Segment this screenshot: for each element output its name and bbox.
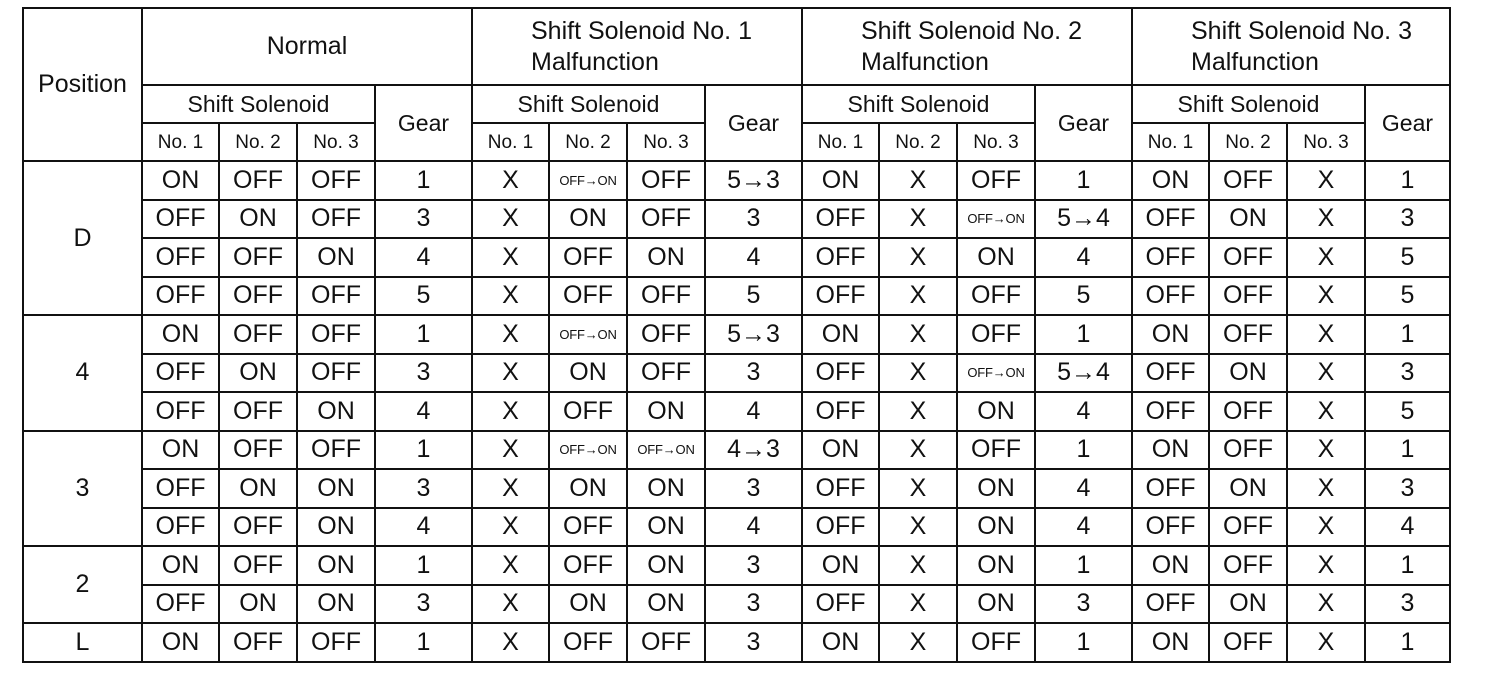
table-cell: OFF	[219, 277, 297, 316]
table-cell: ON	[297, 546, 375, 585]
table-cell: X	[1287, 431, 1365, 470]
table-cell: 3	[375, 354, 472, 393]
table-cell: X	[472, 277, 549, 316]
table-cell: OFF	[1209, 508, 1287, 547]
table-cell: X	[472, 161, 549, 200]
table-cell: 1	[1365, 161, 1450, 200]
table-cell: 4	[1035, 392, 1132, 431]
table-cell: OFF	[219, 392, 297, 431]
table-cell: X	[879, 469, 957, 508]
table-cell: 3	[705, 546, 802, 585]
table-cell: 4	[1365, 508, 1450, 547]
table-row	[23, 161, 1450, 200]
table-cell: OFF	[549, 392, 627, 431]
table-cell: ON	[957, 546, 1035, 585]
table-cell: ON	[802, 315, 879, 354]
table-cell: OFF	[1209, 623, 1287, 662]
table-cell: ON	[957, 469, 1035, 508]
group-header-solenoid-3-malfunction	[1132, 8, 1450, 85]
table-cell: 1	[1365, 431, 1450, 470]
table-row	[23, 277, 1450, 316]
table-cell: 3	[705, 200, 802, 239]
table-cell: OFF	[219, 546, 297, 585]
table-cell: ON	[549, 469, 627, 508]
table-cell: OFF	[627, 623, 705, 662]
table-cell: 3	[705, 623, 802, 662]
table-cell: OFF→ON	[549, 315, 627, 354]
table-cell: ON	[957, 238, 1035, 277]
table-cell: 4	[705, 238, 802, 277]
table-cell: ON	[142, 623, 219, 662]
table-cell: ON	[1132, 161, 1209, 200]
table-cell: OFF	[957, 315, 1035, 354]
shift-solenoid-header: Shift Solenoid	[1132, 85, 1365, 123]
table-cell: OFF	[1209, 546, 1287, 585]
table-cell: OFF	[142, 392, 219, 431]
table-cell: OFF	[297, 315, 375, 354]
table-cell: OFF	[802, 238, 879, 277]
table-cell: OFF→ON	[957, 354, 1035, 393]
table-cell: X	[1287, 200, 1365, 239]
table-cell: X	[472, 200, 549, 239]
table-cell: X	[1287, 161, 1365, 200]
table-cell: 1	[375, 315, 472, 354]
table-cell: X	[879, 277, 957, 316]
table-cell: 3	[1365, 200, 1450, 239]
table-cell: OFF	[957, 431, 1035, 470]
table-cell: X	[472, 315, 549, 354]
group-header-line2: Malfunction	[1191, 47, 1319, 76]
table-cell: OFF	[219, 161, 297, 200]
table-cell: X	[879, 546, 957, 585]
table-cell: ON	[627, 585, 705, 624]
table-cell: ON	[627, 392, 705, 431]
table-cell: ON	[142, 315, 219, 354]
group-header-line1: Normal	[266, 32, 348, 60]
table-row	[23, 200, 1450, 239]
table-cell: ON	[1209, 469, 1287, 508]
table-cell: ON	[957, 508, 1035, 547]
table-cell: OFF	[802, 200, 879, 239]
table-cell: X	[1287, 315, 1365, 354]
table-cell: 1	[1365, 623, 1450, 662]
table-cell: OFF	[627, 200, 705, 239]
table-cell: ON	[627, 508, 705, 547]
table-cell: OFF	[549, 623, 627, 662]
table-cell: 1	[1365, 315, 1450, 354]
table-cell: 3	[705, 469, 802, 508]
gear-header: Gear	[375, 85, 472, 161]
table-cell: 4	[375, 508, 472, 547]
table-cell: X	[879, 623, 957, 662]
table-cell: OFF	[802, 508, 879, 547]
table-cell: OFF	[219, 623, 297, 662]
table-cell: 5	[1365, 238, 1450, 277]
table-cell: 5	[375, 277, 472, 316]
table-cell: OFF→ON	[549, 431, 627, 470]
table-cell: 5→3	[705, 161, 802, 200]
table-cell: OFF	[142, 585, 219, 624]
table-cell: OFF	[1132, 508, 1209, 547]
table-cell: OFF	[142, 354, 219, 393]
table-cell: ON	[219, 200, 297, 239]
table-cell: X	[1287, 623, 1365, 662]
table-cell: OFF	[549, 546, 627, 585]
table-cell: X	[1287, 585, 1365, 624]
table-cell: X	[472, 508, 549, 547]
table-cell: OFF→ON	[627, 431, 705, 470]
table-cell: OFF	[219, 315, 297, 354]
table-cell: OFF	[549, 508, 627, 547]
position-label: L	[23, 623, 142, 662]
table-cell: OFF	[802, 354, 879, 393]
table-cell: OFF	[627, 277, 705, 316]
group-header-solenoid-1-malfunction	[472, 8, 802, 85]
table-cell: OFF	[1132, 585, 1209, 624]
table-cell: 5	[1035, 277, 1132, 316]
table-cell: OFF	[1132, 354, 1209, 393]
table-cell: OFF→ON	[957, 200, 1035, 239]
table-cell: 1	[1035, 315, 1132, 354]
table-cell: ON	[142, 546, 219, 585]
table-cell: ON	[627, 469, 705, 508]
solenoid-no-3-header: No. 3	[957, 123, 1035, 161]
table-cell: X	[1287, 277, 1365, 316]
table-cell: X	[472, 585, 549, 624]
table-cell: ON	[297, 508, 375, 547]
table-cell: 5→4	[1035, 200, 1132, 239]
table-cell: 3	[375, 585, 472, 624]
table-cell: OFF	[957, 161, 1035, 200]
table-cell: 1	[1035, 546, 1132, 585]
table-cell: X	[1287, 238, 1365, 277]
table-cell: OFF	[297, 623, 375, 662]
table-cell: X	[879, 238, 957, 277]
solenoid-no-3-header: No. 3	[627, 123, 705, 161]
table-cell: 4	[1035, 469, 1132, 508]
table-cell: X	[879, 508, 957, 547]
shift-solenoid-header: Shift Solenoid	[472, 85, 705, 123]
table-cell: 1	[375, 546, 472, 585]
table-cell: OFF	[1209, 431, 1287, 470]
table-cell: OFF	[142, 508, 219, 547]
table-cell: X	[879, 315, 957, 354]
table-cell: OFF	[1132, 392, 1209, 431]
table-cell: OFF	[1132, 238, 1209, 277]
table-cell: 4	[1035, 238, 1132, 277]
table-cell: 3	[375, 469, 472, 508]
table-cell: X	[1287, 469, 1365, 508]
table-cell: X	[879, 585, 957, 624]
table-cell: 3	[1035, 585, 1132, 624]
table-cell: OFF	[142, 277, 219, 316]
position-header: Position	[23, 8, 142, 161]
solenoid-no-2-header: No. 2	[549, 123, 627, 161]
table-cell: ON	[219, 354, 297, 393]
table-cell: OFF	[1132, 469, 1209, 508]
table-cell: X	[472, 469, 549, 508]
table-cell: 4→3	[705, 431, 802, 470]
table-cell: OFF	[297, 200, 375, 239]
table-cell: ON	[1132, 315, 1209, 354]
table-cell: ON	[1209, 585, 1287, 624]
table-row	[23, 546, 1450, 585]
table-cell: ON	[219, 585, 297, 624]
table-cell: X	[1287, 392, 1365, 431]
group-header-line1: Shift Solenoid No. 2	[861, 16, 1082, 45]
table-cell: 1	[375, 431, 472, 470]
group-header-normal	[142, 8, 472, 85]
table-cell: ON	[297, 469, 375, 508]
table-cell: 1	[1365, 546, 1450, 585]
table-cell: X	[472, 623, 549, 662]
table-cell: ON	[549, 585, 627, 624]
table-cell: X	[472, 354, 549, 393]
table-cell: 5→3	[705, 315, 802, 354]
table-cell: 1	[1035, 161, 1132, 200]
position-label: 4	[23, 315, 142, 431]
table-cell: ON	[297, 585, 375, 624]
table-cell: ON	[627, 238, 705, 277]
table-row	[23, 238, 1450, 277]
table-cell: X	[472, 238, 549, 277]
table-cell: 3	[1365, 469, 1450, 508]
table-cell: ON	[802, 431, 879, 470]
table-cell: ON	[549, 354, 627, 393]
table-cell: OFF	[957, 623, 1035, 662]
table-cell: ON	[1209, 200, 1287, 239]
table-cell: 5	[1365, 392, 1450, 431]
table-cell: X	[1287, 546, 1365, 585]
table-cell: OFF	[802, 585, 879, 624]
table-cell: X	[879, 161, 957, 200]
table-cell: ON	[142, 161, 219, 200]
solenoid-no-2-header: No. 2	[879, 123, 957, 161]
table-cell: ON	[802, 546, 879, 585]
table-cell: OFF	[1209, 238, 1287, 277]
solenoid-gear-table	[22, 7, 1451, 663]
table-cell: X	[1287, 354, 1365, 393]
table-cell: OFF	[549, 277, 627, 316]
table-cell: OFF	[219, 238, 297, 277]
gear-header: Gear	[705, 85, 802, 161]
table-cell: 5	[1365, 277, 1450, 316]
table-cell: OFF	[142, 469, 219, 508]
table-cell: OFF	[549, 238, 627, 277]
table-cell: 1	[375, 623, 472, 662]
table-cell: ON	[627, 546, 705, 585]
table-cell: OFF	[297, 277, 375, 316]
table-cell: ON	[142, 431, 219, 470]
table-cell: OFF	[142, 200, 219, 239]
solenoid-no-1-header: No. 1	[472, 123, 549, 161]
solenoid-no-2-header: No. 2	[219, 123, 297, 161]
table-cell: OFF	[1209, 161, 1287, 200]
table-cell: 4	[375, 238, 472, 277]
table-row	[23, 508, 1450, 547]
solenoid-no-2-header: No. 2	[1209, 123, 1287, 161]
group-header-line2: Malfunction	[861, 47, 989, 76]
table-cell: 1	[1035, 431, 1132, 470]
table-cell: OFF	[1132, 277, 1209, 316]
gear-header: Gear	[1365, 85, 1450, 161]
table-row	[23, 431, 1450, 470]
table-cell: 3	[1365, 354, 1450, 393]
group-header-solenoid-2-malfunction	[802, 8, 1132, 85]
table-cell: ON	[1132, 546, 1209, 585]
table-cell: OFF	[1209, 392, 1287, 431]
table-cell: OFF→ON	[549, 161, 627, 200]
group-header-line2: Malfunction	[531, 47, 659, 76]
solenoid-no-1-header: No. 1	[142, 123, 219, 161]
table-cell: OFF	[1209, 315, 1287, 354]
table-cell: OFF	[627, 315, 705, 354]
table-cell: OFF	[1209, 277, 1287, 316]
solenoid-no-3-header: No. 3	[297, 123, 375, 161]
table-cell: ON	[297, 392, 375, 431]
table-cell: 4	[705, 392, 802, 431]
table-cell: ON	[1209, 354, 1287, 393]
gear-header: Gear	[1035, 85, 1132, 161]
table-cell: OFF	[142, 238, 219, 277]
table-cell: ON	[957, 392, 1035, 431]
solenoid-no-1-header: No. 1	[1132, 123, 1209, 161]
table-cell: 4	[705, 508, 802, 547]
table-cell: ON	[1132, 431, 1209, 470]
shift-solenoid-header: Shift Solenoid	[142, 85, 375, 123]
table-row	[23, 469, 1450, 508]
table-cell: OFF	[297, 161, 375, 200]
table-cell: OFF	[219, 508, 297, 547]
table-cell: 4	[375, 392, 472, 431]
table-cell: X	[472, 431, 549, 470]
shift-solenoid-header: Shift Solenoid	[802, 85, 1035, 123]
table-cell: OFF	[297, 354, 375, 393]
table-cell: ON	[802, 623, 879, 662]
table-cell: OFF	[627, 161, 705, 200]
table-cell: 3	[705, 354, 802, 393]
table-cell: X	[879, 354, 957, 393]
table-cell: 3	[375, 200, 472, 239]
table-cell: X	[472, 546, 549, 585]
table-cell: X	[879, 392, 957, 431]
table-cell: X	[1287, 508, 1365, 547]
group-header-line1: Shift Solenoid No. 3	[1191, 16, 1412, 45]
solenoid-no-1-header: No. 1	[802, 123, 879, 161]
table-row	[23, 354, 1450, 393]
table-cell: OFF	[297, 431, 375, 470]
table-cell: OFF	[802, 277, 879, 316]
table-cell: X	[879, 200, 957, 239]
position-label: 2	[23, 546, 142, 623]
table-cell: 5→4	[1035, 354, 1132, 393]
table-cell: 3	[1365, 585, 1450, 624]
table-cell: 3	[705, 585, 802, 624]
table-cell: OFF	[627, 354, 705, 393]
table-cell: ON	[219, 469, 297, 508]
table-cell: ON	[1132, 623, 1209, 662]
table-cell: 1	[1035, 623, 1132, 662]
position-label: 3	[23, 431, 142, 547]
table-row	[23, 585, 1450, 624]
table-cell: ON	[549, 200, 627, 239]
solenoid-no-3-header: No. 3	[1287, 123, 1365, 161]
table-cell: OFF	[802, 469, 879, 508]
table-cell: X	[879, 431, 957, 470]
table-cell: ON	[802, 161, 879, 200]
table-cell: ON	[957, 585, 1035, 624]
table-cell: OFF	[957, 277, 1035, 316]
table-cell: 5	[705, 277, 802, 316]
table-cell: 4	[1035, 508, 1132, 547]
table-cell: OFF	[1132, 200, 1209, 239]
table-cell: OFF	[219, 431, 297, 470]
group-header-line1: Shift Solenoid No. 1	[531, 16, 752, 45]
table-row	[23, 315, 1450, 354]
table-cell: 1	[375, 161, 472, 200]
table-cell: OFF	[802, 392, 879, 431]
table-row	[23, 392, 1450, 431]
position-label: D	[23, 161, 142, 315]
table-cell: X	[472, 392, 549, 431]
table-row	[23, 623, 1450, 662]
table-cell: ON	[297, 238, 375, 277]
